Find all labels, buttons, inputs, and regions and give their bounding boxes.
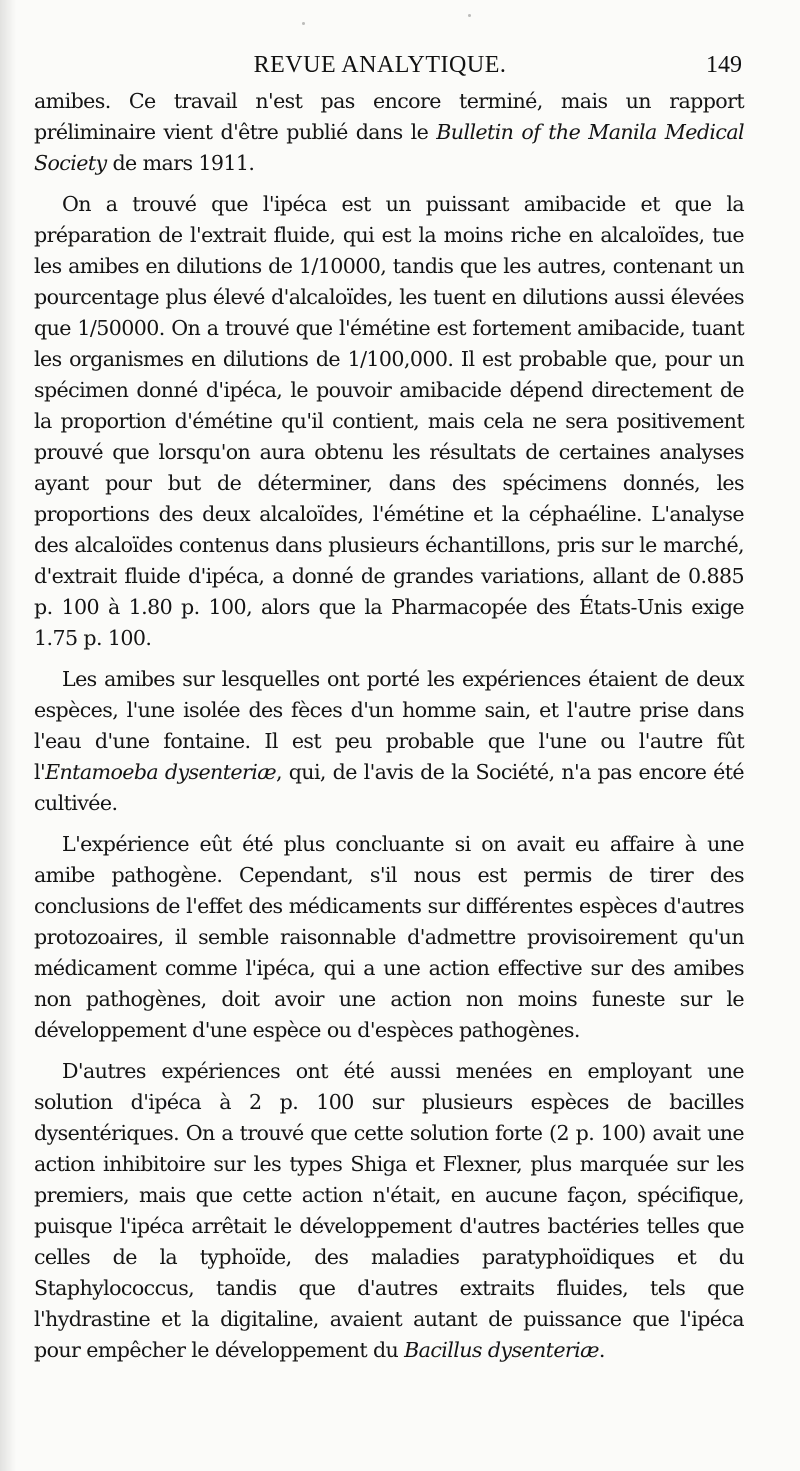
text-segment: , qui, de l'avis de la Société, n'a pas encore été cultivée. [34, 760, 745, 815]
text-segment: . [598, 1338, 605, 1362]
journal-title-italic: Bulletin of the Manila Medical Society [34, 120, 744, 175]
text-segment: L'expérience eût été plus concluante si on avait eu affaire à une amibe pathogène. Cependant, s'il nous est permis de tirer des conclusions de l'effet des médicaments sur différentes espèces d'autres protozoaires, il semble raisonnable d'admettre provisoirement qu'un médicament comme l'ipéca, qui a une action effective sur des amibes non pathogènes, doit avoir une action non moins funeste sur le développement d'une espèce ou d'espèces pathogènes. [34, 832, 744, 1042]
species-name-italic: Bacillus dysenteriæ [404, 1338, 599, 1362]
running-header [0, 52, 800, 88]
page-number: 149 [706, 52, 742, 78]
scan-speck [468, 14, 471, 17]
scan-speck [305, 776, 308, 779]
running-title: REVUE ANALYTIQUE. [253, 52, 507, 78]
page-edge-shadow [0, 0, 16, 1471]
text-segment: amibes. Ce travail n'est pas encore terminé, mais un rapport préliminaire vient d'être publié dans le [34, 89, 744, 144]
text-segment: D'autres expériences ont été aussi menées en employant une solution d'ipéca à 2 p. 100 sur plusieurs espèces de bacilles dysentériques. On a trouvé que cette solution forte (2 p. 100) avait une action inhibitoire sur les types Shiga et Flexner, plus marquée sur les premiers, mais que cette action n'était, en aucune façon, spécifique, puisque l'ipéca arrêtait le développement d'autres bactéries telles que celles de la typhoïde, des maladies paratyphoïdiques et du Staphylococcus, tandis que d'autres extraits fluides, tels que l'hydrastine et la digitaline, avaient autant de puissance que l'ipéca pour empêcher le développement du [34, 1059, 744, 1362]
scan-speck [302, 22, 305, 25]
species-name-italic: Entamoeba dysenteriæ [45, 760, 276, 784]
paragraph-4 [34, 829, 744, 1046]
paragraph-1 [34, 86, 744, 179]
text-segment: de mars 1911. [106, 151, 255, 175]
scan-speck [684, 777, 687, 780]
body-text [34, 86, 744, 1366]
text-segment: Les amibes sur lesquelles ont porté les expériences étaient de deux espèces, l'une isolée des fèces d'un homme sain, et l'autre prise dans l'eau d'une fontaine. Il est peu probable que l'une ou l'autre fût l' [34, 667, 744, 784]
paragraph-3 [34, 664, 744, 819]
text-segment: On a trouvé que l'ipéca est un puissant amibacide et que la préparation de l'extrait fluide, qui est la moins riche en alcaloïdes, tue les amibes en dilutions de 1/10000, tandis que les autres, contenant un pourcentage plus élevé d'alcaloïdes, les tuent en dilutions aussi élevées que 1/50000. On a trouvé que l'émétine est fortement amibacide, tuant les organismes en dilutions de 1/100,000. Il est probable que, pour un spécimen donné d'ipéca, le pouvoir amibacide dépend directement de la proportion d'émétine qu'il contient, mais cela ne sera positivement prouvé que lorsqu'on aura obtenu les résultats de certaines analyses ayant pour but de déterminer, dans des spécimens donnés, les proportions des deux alcaloïdes, l'émétine et la céphaéline. L'analyse des alcaloïdes contenus dans plusieurs échantillons, pris sur le marché, d'extrait fluide d'ipéca, a donné de grandes variations, allant de 0.885 p. 100 à 1.80 p. 100, alors que la Pharmacopée des États-Unis exige 1.75 p. 100. [34, 192, 744, 650]
paragraph-2 [34, 189, 744, 654]
paragraph-5 [34, 1056, 744, 1366]
